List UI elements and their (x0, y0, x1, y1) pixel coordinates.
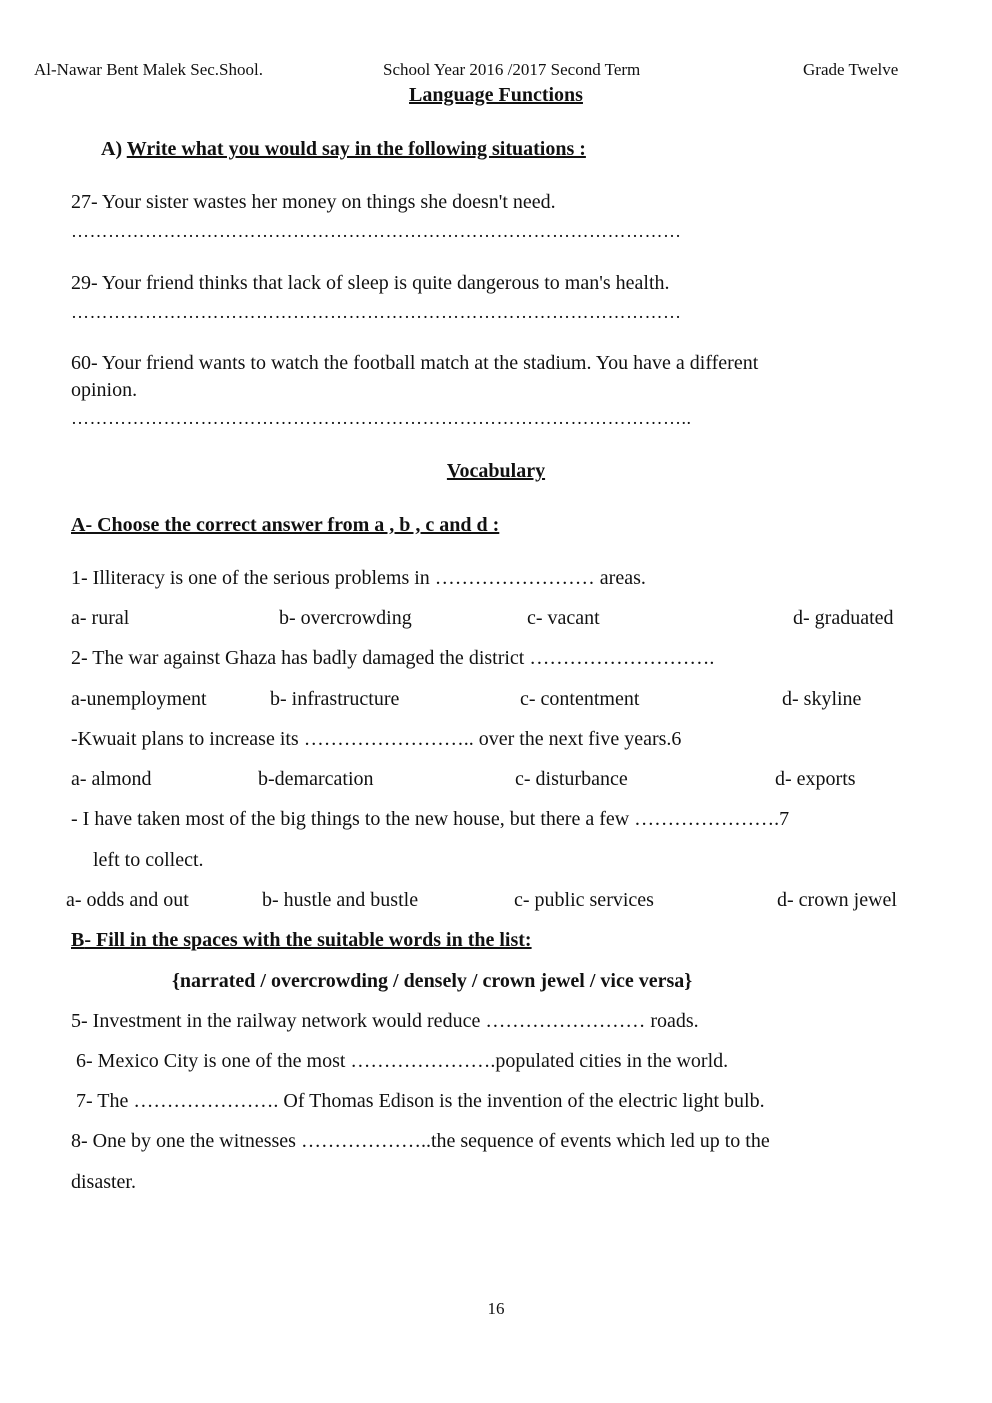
question-6-option-c: c- disturbance (515, 768, 628, 790)
question-1-option-a: a- rural (71, 607, 130, 629)
question-7-stem-line2: left to collect. (93, 849, 204, 871)
fill-sentence-8: 8- One by one the witnesses ………………..the sequence of events which led up to the (71, 1130, 770, 1152)
part-b-instruction: - Fill in the spaces with the suitable words in the list: (84, 929, 532, 951)
section-a-instruction: Write what you would say in the following situations : (126, 138, 586, 160)
answer-line-29: ……………………………………………………………………………………… (71, 302, 682, 322)
situation-29: 29- Your friend thinks that lack of sleep is quite dangerous to man's health. (71, 272, 670, 294)
fill-sentence-8-cont: disaster. (71, 1171, 136, 1193)
grade-label: Grade Twelve (803, 60, 899, 79)
part-a-heading (71, 514, 499, 537)
question-7-option-a: a- odds and out (66, 889, 189, 911)
situation-60-line2: opinion. (71, 379, 138, 401)
question-6-option-d: d- exports (775, 768, 856, 790)
question-2-option-a: a-unemployment (71, 688, 207, 710)
part-a-instruction: - Choose the correct answer from a , b , c and d : (85, 514, 500, 536)
situation-27: 27- Your sister wastes her money on things she doesn't need. (71, 191, 556, 213)
answer-line-60: ……………………………………………………………………………………….. (71, 408, 692, 428)
question-2-option-c: c- contentment (520, 688, 640, 710)
vocabulary-title: Vocabulary (446, 460, 546, 482)
part-a-label: A (71, 514, 86, 536)
section-a-heading (101, 138, 586, 161)
page-number: 16 (487, 1299, 505, 1318)
question-7-stem: - I have taken most of the big things to the new house, but there a few ………………….7 (71, 808, 790, 830)
question-6-option-b: b-demarcation (258, 768, 374, 790)
question-7-option-b: b- hustle and bustle (262, 889, 419, 911)
question-2-option-b: b- infrastructure (270, 688, 400, 710)
fill-sentence-6: 6- Mexico City is one of the most ………………….populated cities in the world. (71, 1050, 729, 1072)
question-7-option-c: c- public services (514, 889, 654, 911)
question-6-option-a: a- almond (71, 768, 152, 790)
fill-sentence-5: 5- Investment in the railway network would reduce …………………… roads. (71, 1010, 699, 1032)
language-functions-title: Language Functions (409, 84, 583, 106)
question-1-option-d: d- graduated (793, 607, 894, 629)
question-7-option-d: d- crown jewel (777, 889, 897, 911)
question-1-stem: 1- Illiteracy is one of the serious problems in …………………… areas. (71, 567, 646, 589)
question-2-stem: 2- The war against Ghaza has badly damaged the district ………………………. (71, 647, 715, 669)
answer-line-27: ……………………………………………………………………………………… (71, 221, 682, 241)
part-b-heading (71, 929, 532, 952)
question-6-stem: -Kwuait plans to increase its …………………….. over the next five years.6 (71, 728, 682, 750)
school-year: School Year 2016 /2017 Second Term (383, 60, 641, 79)
fill-sentence-7: 7- The …………………. Of Thomas Edison is the invention of the electric light bulb. (71, 1090, 765, 1112)
question-1-option-b: b- overcrowding (279, 607, 412, 629)
part-b-label: B (71, 929, 85, 951)
school-name: Al-Nawar Bent Malek Sec.Shool. (34, 60, 263, 79)
question-2-option-d: d- skyline (782, 688, 862, 710)
word-list: {narrated / overcrowding / densely / crown jewel / vice versa} (172, 970, 693, 992)
section-a-label: A) (101, 138, 123, 160)
question-1-option-c: c- vacant (527, 607, 600, 629)
situation-60-line1: 60- Your friend wants to watch the football match at the stadium. You have a different (71, 352, 759, 374)
